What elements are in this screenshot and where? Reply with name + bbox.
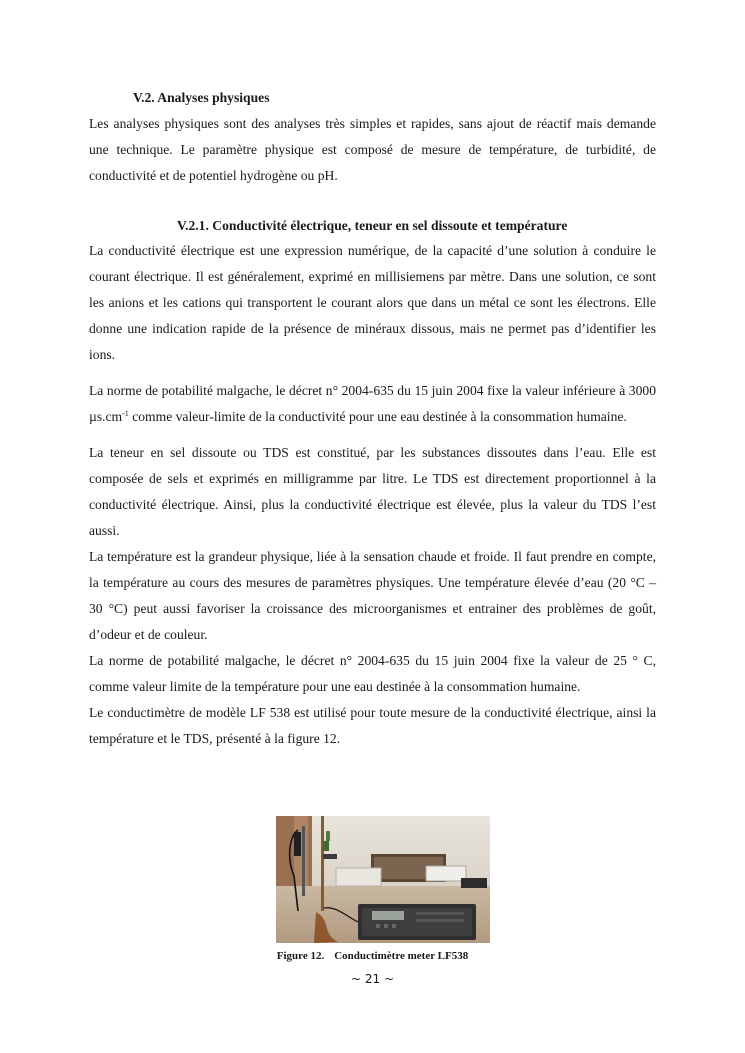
figure-number: Figure 12. bbox=[276, 950, 325, 962]
subsection-heading: V.2.1. Conductivité électrique, teneur en sel dissoute et température bbox=[177, 218, 568, 233]
unit-exponent: -1 bbox=[122, 409, 129, 418]
figure-caption bbox=[0, 948, 745, 964]
paragraph-conductivity: La conductivité électrique est une expression numérique, de la capacité d’une solution à conduire le courant électrique. Il est généralement, exprimé en millisiemens par mètre. Dans une solution, ce sont les anions et les cations qui transportent le courant alors que dans un métal ce sont les électrons. Elle donne une indication rapide de la présence de minéraux dissous, mais ne permet pas d’identifier les ions. bbox=[89, 243, 656, 362]
paragraph-tds: La teneur en sel dissoute ou TDS est constitué, par les substances dissoutes dans l’eau. Elle est composée de sels et exprimés en milligramme par litre. Le TDS est directement proportionnel à la conductivité électrique. Ainsi, plus la conductivité électrique est élevée, plus la valeur du TDS l’est aussi. bbox=[89, 445, 656, 538]
page-number: ~ 21 ~ bbox=[350, 972, 394, 986]
norm-text-start: La norme de potabilité malgache, le décret n° 2004-635 du 15 juin 2004 fixe la valeur inférieure à 3000 µs.cm bbox=[89, 383, 656, 424]
paragraph-temperature-norm: La norme de potabilité malgache, le décret n° 2004-635 du 15 juin 2004 fixe la valeur de 25 ° C, comme valeur limite de la température pour une eau destinée à la consommation humaine. bbox=[89, 653, 656, 694]
paragraph-instrument: Le conductimètre de modèle LF 538 est utilisé pour toute mesure de la conductivité électrique, ainsi la température et le TDS, présenté à la figure 12. bbox=[89, 705, 656, 746]
conductimeter-photo bbox=[276, 816, 490, 943]
section-intro-block bbox=[89, 111, 656, 189]
figure-title: Conductimètre meter LF538 bbox=[334, 950, 469, 962]
conductimeter-illustration bbox=[276, 816, 490, 943]
paragraph-temperature: La température est la grandeur physique, liée à la sensation chaude et froide. Il faut prendre en compte, la température au cours des mesures de paramètres physiques. Une température élevée d’eau (20 °C – 30 °C) peut aussi favoriser la croissance des microorganismes et entrainer des problèmes de goût, d’odeur et de couleur. bbox=[89, 549, 656, 642]
intro-paragraph: Les analyses physiques sont des analyses très simples et rapides, sans ajout de réactif mais demande une technique. Le paramètre physique est composé de mesure de température, de turbidité, de conductivité et de potentiel hydrogène ou pH. bbox=[89, 116, 656, 183]
section-heading: V.2. Analyses physiques bbox=[133, 90, 270, 105]
paragraph-conductivity-norm bbox=[89, 378, 656, 430]
norm-text-end: comme valeur-limite de la conductivité pour une eau destinée à la consommation humaine. bbox=[128, 409, 627, 424]
subsection-body bbox=[89, 238, 656, 752]
